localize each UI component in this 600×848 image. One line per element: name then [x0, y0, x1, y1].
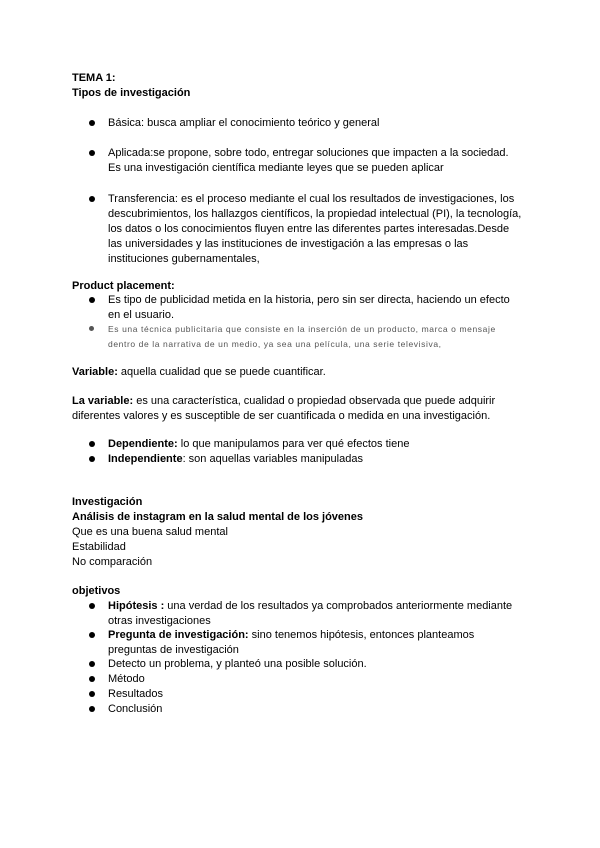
variable-definition [72, 365, 326, 379]
bullet-icon [89, 150, 95, 156]
list-item-product-technique-cont: dentro de la narrativa de un medio, ya sea una película, una serie televisiva, [108, 339, 442, 349]
list-item-aplicada: Aplicada:se propone, sobre todo, entregar soluciones que impacten a la sociedad. [108, 147, 509, 159]
bullet-icon [89, 676, 95, 682]
la-variable-definition [72, 394, 495, 408]
variable-text: aquella cualidad que se puede cuantificar. [117, 366, 326, 378]
list-item-objetivo: Método [108, 673, 145, 685]
list-item-aplicada-cont: Es una investigación científica mediante leyes que se pueden aplicar [108, 162, 444, 174]
list-item-basica: Básica: busca ampliar el conocimiento teórico y general [108, 117, 380, 129]
dependiente-text: lo que manipulamos para ver qué efectos tiene [177, 438, 410, 450]
investigacion-heading: Investigación [72, 496, 143, 508]
la-variable-text: es una característica, cualidad o propiedad observada que puede adquirir [133, 395, 496, 407]
dependiente-label: Dependiente: [108, 438, 178, 450]
bullet-icon [89, 456, 95, 462]
objetivos-heading: objetivos [72, 585, 121, 597]
list-item-transferencia-cont: instituciones gubernamentales, [108, 253, 260, 265]
list-item-transferencia: Transferencia: es el proceso mediante el cual los resultados de investigaciones, los [108, 193, 515, 205]
independiente-label: Independiente [108, 453, 183, 465]
independiente-text: : son aquellas variables manipuladas [182, 453, 363, 465]
investigacion-line: Que es una buena salud mental [72, 526, 228, 538]
list-item-dependiente [108, 437, 409, 451]
la-variable-label: La variable: [72, 395, 134, 407]
list-item-product-cont: en el usuario. [108, 309, 175, 321]
investigacion-line: No comparación [72, 556, 153, 568]
investigacion-line: Estabilidad [72, 541, 126, 553]
pregunta-label: Pregunta de investigación: [108, 629, 249, 641]
product-heading: Product placement: [72, 280, 175, 292]
list-item-transferencia-cont: descubrimientos, los hallazgos científicos, la propiedad intelectual (PI), la tecnología, [108, 208, 522, 220]
variable-label: Variable: [72, 366, 118, 378]
bullet-icon [89, 706, 95, 712]
la-variable-cont: diferentes valores y es susceptible de ser cuantificada o medida en una investigación. [72, 410, 491, 422]
bullet-icon [89, 603, 95, 609]
list-item-pregunta-cont: preguntas de investigación [108, 644, 239, 656]
tema-subtitle: Tipos de investigación [72, 87, 191, 99]
bullet-icon [89, 196, 95, 202]
tema-title: TEMA 1: [72, 72, 116, 84]
list-item-objetivo: Resultados [108, 688, 164, 700]
list-item-pregunta [108, 628, 474, 642]
investigacion-title: Análisis de instagram en la salud mental de los jóvenes [72, 511, 363, 523]
bullet-icon [89, 297, 95, 303]
list-item-objetivo: Conclusión [108, 703, 163, 715]
list-item-independiente [108, 452, 363, 466]
list-item-hipotesis-cont: otras investigaciones [108, 615, 211, 627]
list-item-objetivo: Detecto un problema, y planteó una posible solución. [108, 658, 367, 670]
list-item-transferencia-cont: los datos o los conocimientos fluyen entre las diferentes partes interesadas.Desde [108, 223, 510, 235]
list-item-product: Es tipo de publicidad metida en la historia, pero sin ser directa, haciendo un efecto [108, 294, 510, 306]
hipotesis-label: Hipótesis : [108, 600, 165, 612]
pregunta-text: sino tenemos hipótesis, entonces planteamos [248, 629, 475, 641]
bullet-icon [89, 441, 95, 447]
bullet-icon [89, 661, 95, 667]
bullet-icon [89, 691, 95, 697]
list-item-transferencia-cont: las universidades y las instituciones de investigación a las empresas o las [108, 238, 469, 250]
bullet-icon [89, 326, 94, 331]
bullet-icon [89, 120, 95, 126]
bullet-icon [89, 632, 95, 638]
list-item-product-technique: Es una técnica publicitaria que consiste en la inserción de un producto, marca o mensaje [108, 324, 496, 334]
hipotesis-text: una verdad de los resultados ya comprobados anteriormente mediante [164, 600, 513, 612]
list-item-hipotesis [108, 599, 512, 613]
